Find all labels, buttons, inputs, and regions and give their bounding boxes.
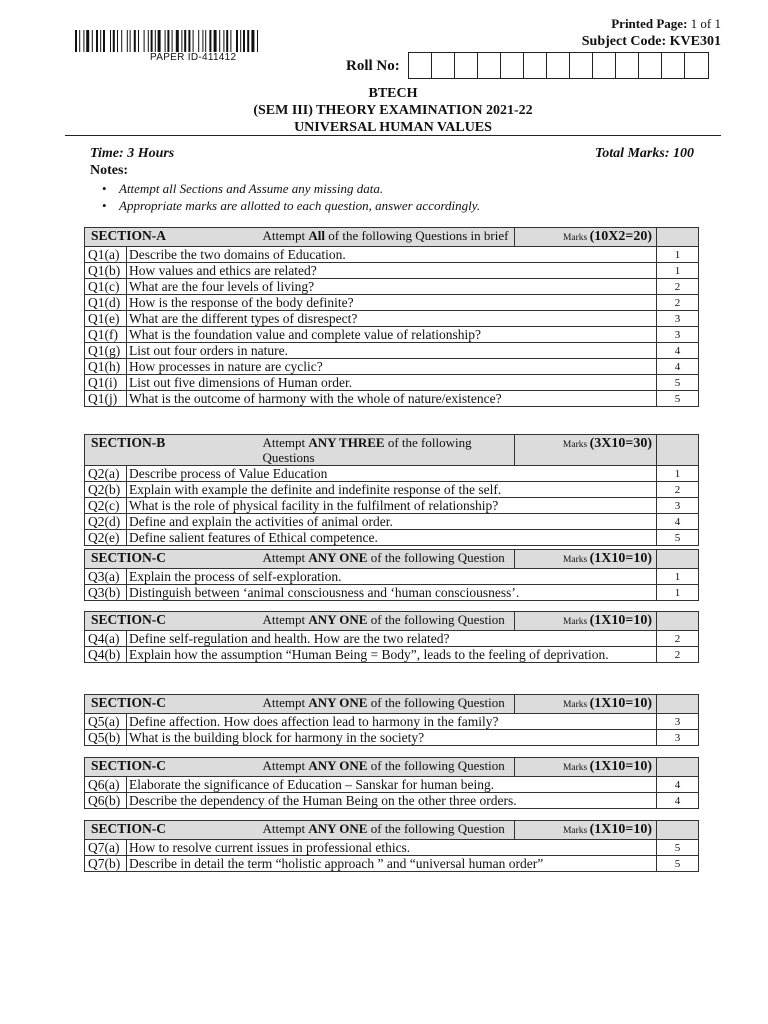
question-co: 2 xyxy=(657,647,699,663)
question-row xyxy=(85,327,699,343)
question-number: Q2(b) xyxy=(85,482,127,498)
question-number: Q1(j) xyxy=(85,391,127,407)
section-name: SECTION-C xyxy=(85,695,261,714)
question-co: 1 xyxy=(657,569,699,585)
question-table xyxy=(84,694,699,746)
question-row xyxy=(85,569,699,585)
question-table xyxy=(84,820,699,872)
section-header-blank xyxy=(657,695,699,714)
question-co: 5 xyxy=(657,530,699,546)
question-text: Explain how the assumption “Human Being = Body”, leads to the feeling of deprivation. xyxy=(127,647,657,663)
question-text: How values and ethics are related? xyxy=(127,263,657,279)
question-co: 2 xyxy=(657,482,699,498)
roll-number-box xyxy=(639,53,662,78)
roll-number-box xyxy=(478,53,501,78)
question-row xyxy=(85,279,699,295)
question-number: Q3(a) xyxy=(85,569,127,585)
question-row xyxy=(85,375,699,391)
question-row xyxy=(85,840,699,856)
question-co: 5 xyxy=(657,375,699,391)
question-co: 2 xyxy=(657,631,699,647)
question-number: Q7(a) xyxy=(85,840,127,856)
question-co: 4 xyxy=(657,777,699,793)
question-co: 4 xyxy=(657,793,699,809)
question-row xyxy=(85,311,699,327)
note-item: • Attempt all Sections and Assume any missing data. xyxy=(102,180,480,197)
question-number: Q4(a) xyxy=(85,631,127,647)
exam-time: Time: 3 Hours xyxy=(90,146,175,161)
section-marks: Marks (1X10=10) xyxy=(515,695,657,714)
question-row xyxy=(85,530,699,546)
question-text: Describe the two domains of Education. xyxy=(127,247,657,263)
question-co: 3 xyxy=(657,498,699,514)
question-text: Define self-regulation and health. How are the two related? xyxy=(127,631,657,647)
program-title: BTECH xyxy=(368,86,418,101)
section-header-row xyxy=(85,612,699,631)
roll-number-box xyxy=(524,53,547,78)
question-row xyxy=(85,359,699,375)
section-name: SECTION-C xyxy=(85,612,261,631)
question-co: 1 xyxy=(657,247,699,263)
question-co: 5 xyxy=(657,391,699,407)
section-name: SECTION-C xyxy=(85,821,261,840)
question-row xyxy=(85,295,699,311)
section-header-blank xyxy=(657,821,699,840)
roll-number-box xyxy=(409,53,432,78)
question-co: 1 xyxy=(657,585,699,601)
section-marks: Marks (1X10=10) xyxy=(515,758,657,777)
section-header-row xyxy=(85,435,699,466)
paper-id: PAPER ID-411412 xyxy=(150,52,237,63)
question-number: Q1(c) xyxy=(85,279,127,295)
question-row xyxy=(85,777,699,793)
question-table xyxy=(84,549,699,601)
question-co: 4 xyxy=(657,343,699,359)
question-row xyxy=(85,247,699,263)
section-header-blank xyxy=(657,228,699,247)
question-co: 2 xyxy=(657,279,699,295)
question-co: 3 xyxy=(657,714,699,730)
question-row xyxy=(85,730,699,746)
question-text: Define and explain the activities of animal order. xyxy=(127,514,657,530)
section-marks: Marks (1X10=10) xyxy=(515,550,657,569)
roll-number-box xyxy=(432,53,455,78)
question-number: Q1(a) xyxy=(85,247,127,263)
section-header-row xyxy=(85,758,699,777)
question-number: Q1(g) xyxy=(85,343,127,359)
section-marks: Marks (3X10=30) xyxy=(515,435,657,466)
notes-title: Notes: xyxy=(90,163,129,178)
question-number: Q1(b) xyxy=(85,263,127,279)
question-text: What is the foundation value and complete value of relationship? xyxy=(127,327,657,343)
question-number: Q5(b) xyxy=(85,730,127,746)
question-row xyxy=(85,343,699,359)
printed-page xyxy=(611,16,721,32)
question-number: Q1(e) xyxy=(85,311,127,327)
section-instruction: Attempt ANY ONE of the following Question xyxy=(261,550,515,569)
roll-number-box xyxy=(616,53,639,78)
header-divider xyxy=(65,135,721,136)
question-co: 3 xyxy=(657,730,699,746)
question-text: Describe the dependency of the Human Being on the other three orders. xyxy=(127,793,657,809)
printed-page-value: 1 of 1 xyxy=(690,16,721,31)
printed-page-label: Printed Page: xyxy=(611,16,688,31)
question-co: 5 xyxy=(657,856,699,872)
question-text: List out four orders in nature. xyxy=(127,343,657,359)
section-header-blank xyxy=(657,435,699,466)
roll-number-box xyxy=(570,53,593,78)
section-marks: Marks (1X10=10) xyxy=(515,612,657,631)
barcode xyxy=(75,30,309,52)
question-table xyxy=(84,227,699,407)
question-text: What is the outcome of harmony with the whole of nature/existence? xyxy=(127,391,657,407)
question-row xyxy=(85,514,699,530)
subject-title: UNIVERSAL HUMAN VALUES xyxy=(294,120,492,135)
roll-number-box xyxy=(685,53,708,78)
question-co: 1 xyxy=(657,263,699,279)
question-co: 4 xyxy=(657,359,699,375)
question-text: How processes in nature are cyclic? xyxy=(127,359,657,375)
question-text: Define salient features of Ethical competence. xyxy=(127,530,657,546)
section-header-blank xyxy=(657,550,699,569)
subject-code-value: KVE301 xyxy=(669,34,721,49)
question-number: Q6(b) xyxy=(85,793,127,809)
section-header-blank xyxy=(657,758,699,777)
question-row xyxy=(85,793,699,809)
question-row xyxy=(85,263,699,279)
section-name: SECTION-C xyxy=(85,550,261,569)
roll-number-box xyxy=(547,53,570,78)
roll-number-box xyxy=(662,53,685,78)
question-co: 3 xyxy=(657,327,699,343)
question-co: 3 xyxy=(657,311,699,327)
question-number: Q3(b) xyxy=(85,585,127,601)
question-row xyxy=(85,647,699,663)
question-number: Q2(a) xyxy=(85,466,127,482)
question-table xyxy=(84,757,699,809)
question-text: List out five dimensions of Human order. xyxy=(127,375,657,391)
question-row xyxy=(85,466,699,482)
question-table xyxy=(84,611,699,663)
question-text: Explain the process of self-exploration. xyxy=(127,569,657,585)
section-instruction: Attempt ANY THREE of the following Questions xyxy=(261,435,515,466)
question-text: Explain with example the definite and indefinite response of the self. xyxy=(127,482,657,498)
question-text: What are the different types of disrespect? xyxy=(127,311,657,327)
question-text: How is the response of the body definite? xyxy=(127,295,657,311)
roll-number-box xyxy=(501,53,524,78)
question-number: Q4(b) xyxy=(85,647,127,663)
question-co: 2 xyxy=(657,295,699,311)
question-row xyxy=(85,482,699,498)
section-marks: Marks (1X10=10) xyxy=(515,821,657,840)
section-header-row xyxy=(85,821,699,840)
question-text: Define affection. How does affection lead to harmony in the family? xyxy=(127,714,657,730)
question-number: Q6(a) xyxy=(85,777,127,793)
subject-code-label: Subject Code: xyxy=(581,34,667,49)
section-instruction: Attempt ANY ONE of the following Question xyxy=(261,758,515,777)
question-number: Q1(f) xyxy=(85,327,127,343)
roll-number-box xyxy=(455,53,478,78)
question-table xyxy=(84,434,699,546)
question-co: 5 xyxy=(657,840,699,856)
question-text: What is the building block for harmony in the society? xyxy=(127,730,657,746)
question-text: Distinguish between ‘animal consciousness and ‘human consciousness’. xyxy=(127,585,657,601)
section-instruction: Attempt ANY ONE of the following Question xyxy=(261,695,515,714)
question-number: Q7(b) xyxy=(85,856,127,872)
question-number: Q1(h) xyxy=(85,359,127,375)
question-number: Q1(d) xyxy=(85,295,127,311)
note-item: • Appropriate marks are allotted to each question, answer accordingly. xyxy=(102,197,480,214)
section-instruction: Attempt ANY ONE of the following Question xyxy=(261,612,515,631)
section-marks: Marks (10X2=20) xyxy=(515,228,657,247)
section-name: SECTION-A xyxy=(85,228,261,247)
question-row xyxy=(85,585,699,601)
exam-heading xyxy=(0,85,768,136)
question-row xyxy=(85,856,699,872)
section-name: SECTION-C xyxy=(85,758,261,777)
exam-title: (SEM III) THEORY EXAMINATION 2021-22 xyxy=(253,103,533,118)
section-header-blank xyxy=(657,612,699,631)
roll-number-label: Roll No: xyxy=(346,58,400,74)
question-number: Q1(i) xyxy=(85,375,127,391)
notes-list xyxy=(102,180,480,214)
question-number: Q2(e) xyxy=(85,530,127,546)
question-number: Q2(d) xyxy=(85,514,127,530)
section-header-row xyxy=(85,228,699,247)
question-text: Elaborate the significance of Education – Sanskar for human being. xyxy=(127,777,657,793)
section-instruction: Attempt ANY ONE of the following Question xyxy=(261,821,515,840)
question-row xyxy=(85,391,699,407)
roll-number-box xyxy=(593,53,616,78)
question-row xyxy=(85,714,699,730)
question-row xyxy=(85,498,699,514)
question-co: 1 xyxy=(657,466,699,482)
question-number: Q2(c) xyxy=(85,498,127,514)
question-text: Describe process of Value Education xyxy=(127,466,657,482)
total-marks: Total Marks: 100 xyxy=(594,146,694,161)
question-text: Describe in detail the term “holistic approach ” and “universal human order” xyxy=(127,856,657,872)
section-header-row xyxy=(85,695,699,714)
question-row xyxy=(85,631,699,647)
subject-code xyxy=(582,34,721,50)
question-number: Q5(a) xyxy=(85,714,127,730)
section-name: SECTION-B xyxy=(85,435,261,466)
question-text: What is the role of physical facility in the fulfilment of relationship? xyxy=(127,498,657,514)
question-text: How to resolve current issues in professional ethics. xyxy=(127,840,657,856)
section-header-row xyxy=(85,550,699,569)
section-instruction: Attempt All of the following Questions in brief xyxy=(261,228,515,247)
question-text: What are the four levels of living? xyxy=(127,279,657,295)
question-co: 4 xyxy=(657,514,699,530)
roll-number-boxes xyxy=(408,52,709,79)
